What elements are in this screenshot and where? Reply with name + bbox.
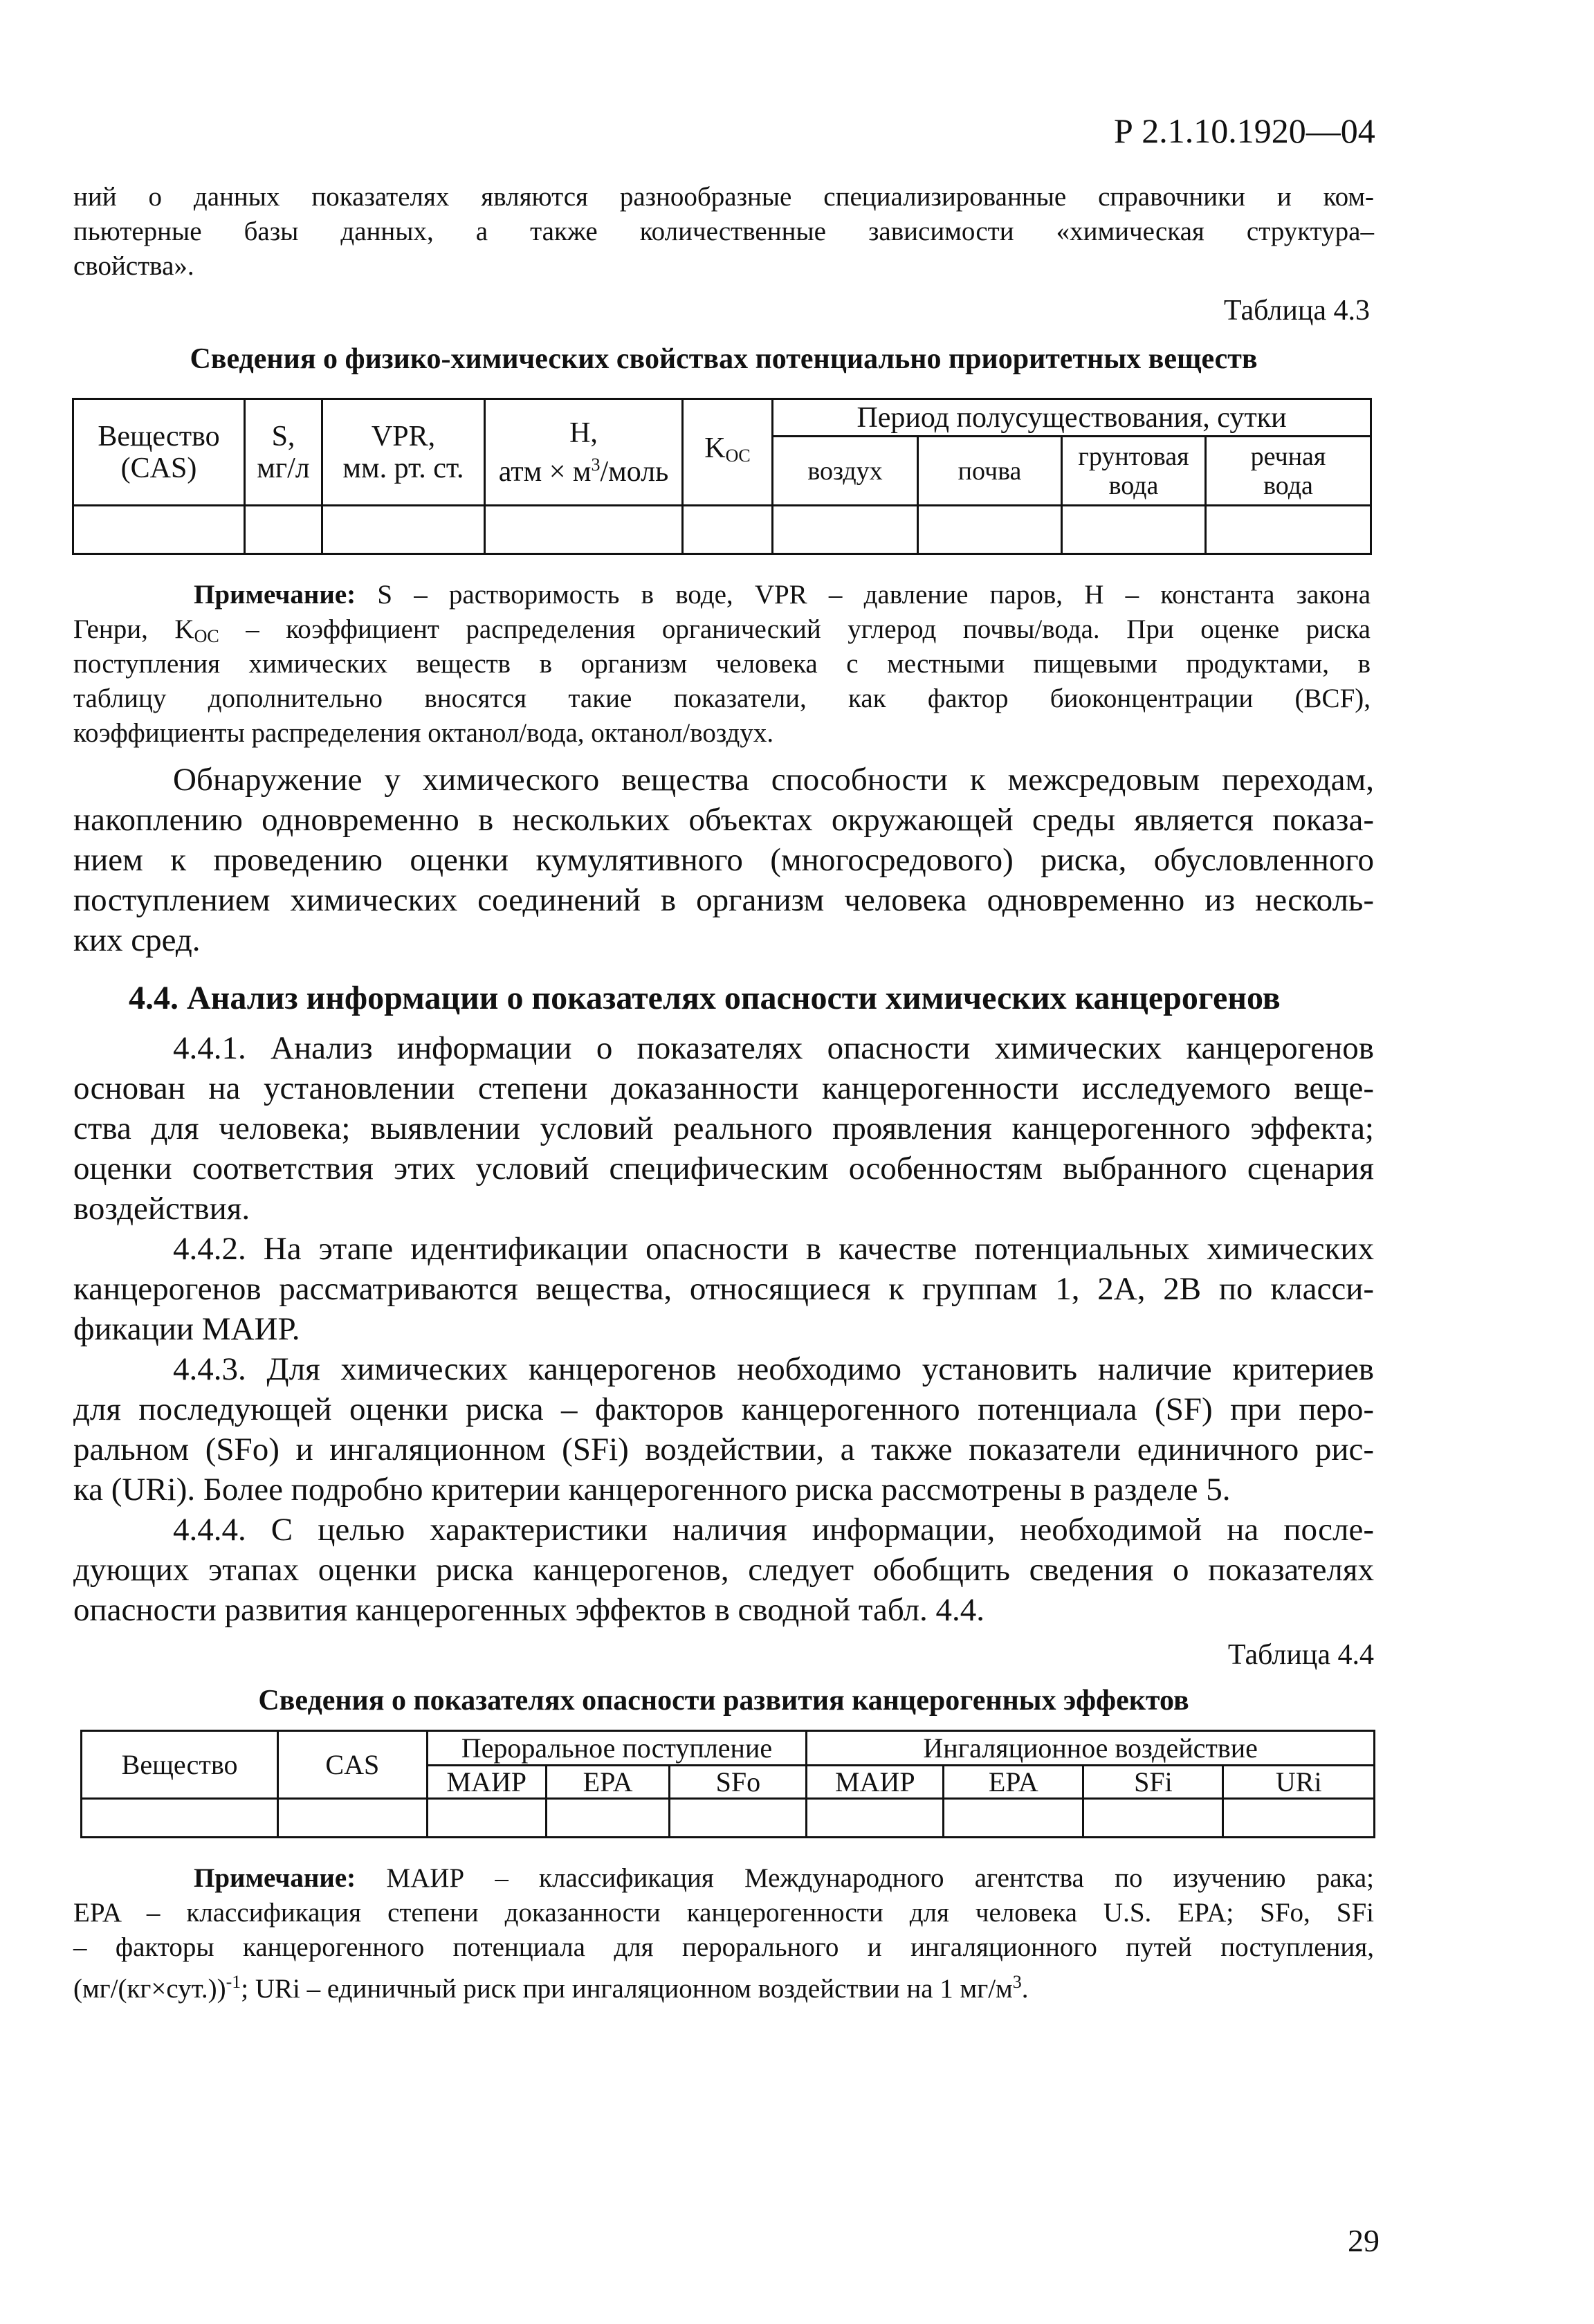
empty-cell	[1223, 1799, 1375, 1838]
table-4-3-caption: Сведения о физико-химических свойствах потенциально приоритетных веществ	[190, 343, 1258, 375]
note-label: Примечание:	[194, 1863, 356, 1893]
page-number: 29	[1348, 2223, 1380, 2258]
header-inhalation-exposure: Ингаляционное воздействие	[807, 1731, 1375, 1766]
empty-cell	[1083, 1799, 1223, 1838]
header-substance: Вещество (CAS)	[73, 399, 245, 506]
intro-line: ний о данных показателях являются разнообразные специализированные справочники и ком-	[73, 182, 1374, 212]
header-oral-epa: EPA	[546, 1766, 669, 1799]
section-heading-4-4: 4.4. Анализ информации о показателях опасности химических канцерогенов	[129, 980, 1281, 1016]
table-4-3	[72, 398, 1372, 555]
table-row	[82, 1799, 1375, 1838]
empty-cell	[245, 506, 322, 554]
table-4-4	[80, 1730, 1375, 1838]
document-code: Р 2.1.10.1920—04	[1114, 111, 1375, 150]
empty-cell	[322, 506, 485, 554]
table-row	[73, 506, 1371, 554]
empty-cell	[546, 1799, 669, 1838]
header-inhal-sfi: SFi	[1083, 1766, 1223, 1799]
header-cas: CAS	[278, 1731, 427, 1799]
intro-line: свойства».	[73, 251, 194, 281]
empty-cell	[1062, 506, 1206, 554]
table-4-4-caption: Сведения о показателях опасности развития канцерогенных эффектов	[258, 1685, 1189, 1717]
header-soil: почва	[918, 437, 1062, 506]
intro-line: пьютерные базы данных, а также количественные зависимости «химическая структура–	[73, 217, 1374, 246]
header-ground-water: грунтовая вода	[1062, 437, 1206, 506]
header-henry-constant: H, атм × $м^3$/моль	[485, 399, 683, 506]
header-inhal-epa: EPA	[944, 1766, 1083, 1799]
empty-cell	[278, 1799, 427, 1838]
header-solubility: S, мг/л	[245, 399, 322, 506]
header-inhal-uri: URi	[1223, 1766, 1375, 1799]
empty-cell	[485, 506, 683, 554]
document-page: Р 2.1.10.1920—04 ний о данных показателях являются разнообразные специализированные справочники и ком- пьютерные базы данных, а также количественные зависимости «химическая структура– свойства». Таблица 4.3 Сведения о физико-химических свойствах потенциально приоритетных веществ Вещество (CAS) S, мг/л VPR, мм. рт. ст. H, атм × $м^3$/моль $K_{OC}$ Период полусуществования, сутки воздух почва грунтовая вода речная вода Примечание: S – растворимость в воде, VPR – давление паров, H – константа закона Генри, $K_{OC}$ – коэффициент распределения органический углерод почвы/вода. При оценке риска поступления химических веществ в организм человека с местными пищевыми продуктами, в таблицу дополнительно вносятся такие показатели, как фактор биоконцентрации (BCF), коэффициенты распределения октанол/вода, октанол/воздух. Обнаружение у химического вещества способности к межсредовым переходам, накоплению одновременно в нескольких объектах окружающей среды является показа- нием к проведению оценки кумулятивного (многосредового) риска, обусловленного поступлением химических соединений в организм человека одновременно из несколь- ких сред. 4.4. Анализ информации о показателях опасности химических канцерогенов 4.4.1. Анализ информации о показателях опасности химических канцерогенов основан на установлении степени доказанности канцерогенности исследуемого веще- ства для человека; выявлении условий реального проявления канцерогенного эффекта; оценки соответствия этих условий специфическим особенностям выбранного сценария воздействия. 4.4.2. На этапе идентификации опасности в качестве потенциальных химических канцерогенов рассматриваются вещества, относящиеся к группам 1, 2А, 2В по класси- фикации МАИР. 4.4.3. Для химических канцерогенов необходимо установить наличие критериев для последующей оценки риска – факторов канцерогенного потенциала (SF) при перо- ральном (SFo) и ингаляционном (SFi) воздействии, а также показатели единичного рис- ка (URi). Более подробно критерии канцерогенного риска рассмотрены в разделе 5. 4.4.4. С целью характеристики наличия информации, необходимой на после- дующих этапах оценки риска канцерогенов, следует обобщить сведения о показателях опасности развития канцерогенных эффектов в сводной табл. 4.4. Таблица 4.4 Сведения о показателях опасности развития канцерогенных эффектов Вещество CAS Пероральное поступление Ингаляционное воздействие МАИР EPA SFo МАИР EPA SFi URi Примечание: МАИР – классификация Международного агентства по изучению рака; EPA – классификация степени доказанности канцерогенности для человека U.S. EPA; SFo, SFi – факторы канцерогенного потенциала для перорального и ингаляционного путей поступления, $(мг/(кг\times сут.))^{-1}$; URi – единичный риск при ингаляционном воздействии на 1 $мг/м^3$. 29	[73, 111, 1380, 2258]
empty-cell	[1206, 506, 1371, 554]
header-river-water: речная вода	[1206, 437, 1371, 506]
header-air: воздух	[773, 437, 918, 506]
header-oral-sfo: SFo	[670, 1766, 807, 1799]
empty-cell	[773, 506, 918, 554]
header-inhal-iarc: МАИР	[807, 1766, 944, 1799]
empty-cell	[944, 1799, 1083, 1838]
empty-cell	[807, 1799, 944, 1838]
empty-cell	[683, 506, 773, 554]
empty-cell	[918, 506, 1062, 554]
table-4-3-label: Таблица 4.3	[1223, 295, 1370, 327]
header-koc: $K_{OC}$	[683, 399, 773, 506]
empty-cell	[427, 1799, 546, 1838]
header-oral-intake: Пероральное поступление	[427, 1731, 807, 1766]
empty-cell	[73, 506, 245, 554]
empty-cell	[670, 1799, 807, 1838]
note-label: Примечание:	[194, 580, 356, 610]
table-4-4-label: Таблица 4.4	[1227, 1639, 1374, 1671]
header-substance: Вещество	[82, 1731, 278, 1799]
header-half-life-period: Период полусуществования, сутки	[773, 399, 1371, 437]
header-vapor-pressure: VPR, мм. рт. ст.	[322, 399, 485, 506]
header-oral-iarc: МАИР	[427, 1766, 546, 1799]
empty-cell	[82, 1799, 278, 1838]
